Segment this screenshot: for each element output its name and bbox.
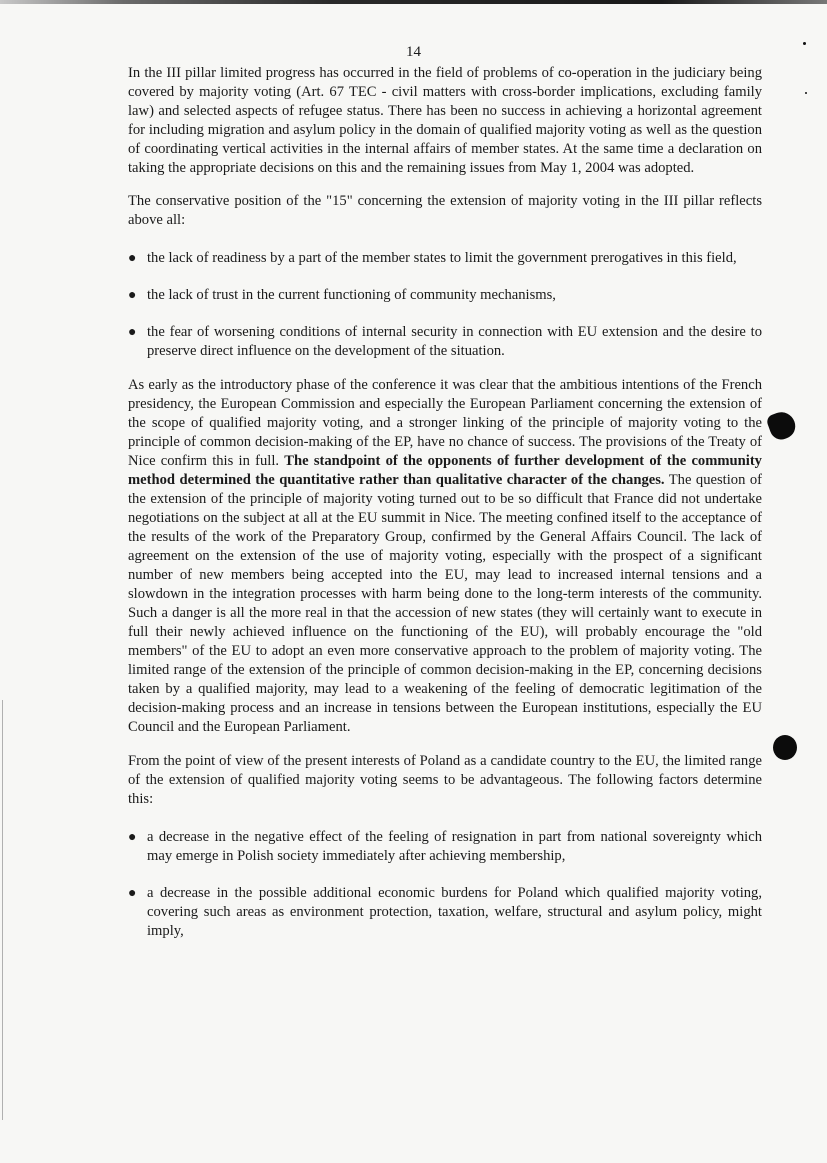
paragraph-conference-emphasis: The standpoint of the opponents of further development of the community method determined the quantitative rather than qualitative character of the changes. — [128, 453, 762, 488]
list-item — [128, 828, 762, 866]
paragraph-poland-interests: From the point of view of the present interests of Poland as a candidate country to the EU, the limited range of the extension of qualified majority voting seems to be advantageous. The following factors determine this: — [128, 753, 762, 807]
bullet-icon: ● — [128, 288, 137, 303]
scan-speck — [803, 42, 806, 45]
list-item — [128, 249, 762, 268]
page-body — [128, 64, 762, 941]
list-item-text: a decrease in the negative effect of the feeling of resignation in part from national sovereignty which may emerge in Polish society immediately after achieving membership, — [147, 829, 762, 864]
factors-list — [128, 828, 762, 941]
paragraph-conference-intro: As early as the introductory phase of the conference it was clear that the ambitious intentions of the French presidency, the European Commission and especially the European Parliament concerning the extension of the scope of qualified majority voting, and a stronger linking of the principle of majority voting to the principle of common decision-making of the EP, have no chance of success. The provisions of the Treaty of Nice confirm this in full. — [128, 377, 762, 469]
paragraph-conservative-position: The conservative position of the "15" concerning the extension of majority voting in the III pillar reflects above all: — [128, 193, 762, 228]
scan-blot — [765, 408, 799, 442]
bullet-icon: ● — [128, 325, 137, 340]
paragraph-third-pillar: In the III pillar limited progress has occurred in the field of problems of co-operation in the judiciary being covered by majority voting (Art. 67 TEC - civil matters with cross-border implications, excluding family law) and selected aspects of refugee status. There has been no success in achieving a horizontal agreement for including migration and asylum policy in the domain of qualified majority voting as well as the question of coordinating vertical activities in the internal affairs of member states. At the same time a declaration on taking the appropriate decisions on this and the remaining issues from May 1, 2004 was adopted. — [128, 65, 762, 176]
scan-top-edge — [0, 0, 827, 4]
paragraph-conference — [128, 376, 762, 737]
bullet-icon: ● — [128, 830, 137, 845]
list-item — [128, 323, 762, 361]
scan-left-edge — [2, 700, 3, 1120]
bullet-icon: ● — [128, 251, 137, 266]
list-item-text: a decrease in the possible additional economic burdens for Poland which qualified majority voting, covering such areas as environment protection, taxation, welfare, structural and asylum policy, might imply, — [147, 885, 762, 939]
page-number: 14 — [406, 44, 421, 60]
list-item — [128, 286, 762, 305]
list-item-text: the lack of readiness by a part of the member states to limit the government prerogatives in this field, — [147, 250, 737, 266]
paragraph-conference-rest: The question of the extension of the principle of majority voting turned out to be so difficult that France did not undertake negotiations on the subject at all at the EU summit in Nice. The meeting confined itself to the acceptance of the results of the work of the Preparatory Group, confirmed by the General Affairs Council. The lack of agreement on the extension of the use of majority voting, especially with the prospect of a significant number of new members being accepted into the EU, may lead to increased internal tensions and a slowdown in the integration processes with harm being done to the long-term interests of the community. Such a danger is all the more real in that the accession of new states (they will certainly want to execute in full their newly achieved influence on the functioning of the EU), will probably encourage the "old members" of the EU to adopt an even more conservative approach to the problem of majority voting. The limited range of the extension of the principle of common decision-making in the EP, concerning decisions taken by a qualified majority, may lead to a weakening of the feeling of democratic legitimation of the decision-making process and an increase in tensions between the European institutions, especially the EU Council and the European Parliament. — [128, 472, 762, 735]
bullet-icon: ● — [128, 886, 137, 901]
list-item-text: the lack of trust in the current functioning of community mechanisms, — [147, 287, 556, 303]
reasons-list — [128, 249, 762, 361]
scan-speck — [805, 92, 807, 94]
scan-blot — [773, 735, 797, 760]
list-item — [128, 884, 762, 941]
list-item-text: the fear of worsening conditions of internal security in connection with EU extension and the desire to preserve direct influence on the development of the situation. — [147, 324, 762, 359]
